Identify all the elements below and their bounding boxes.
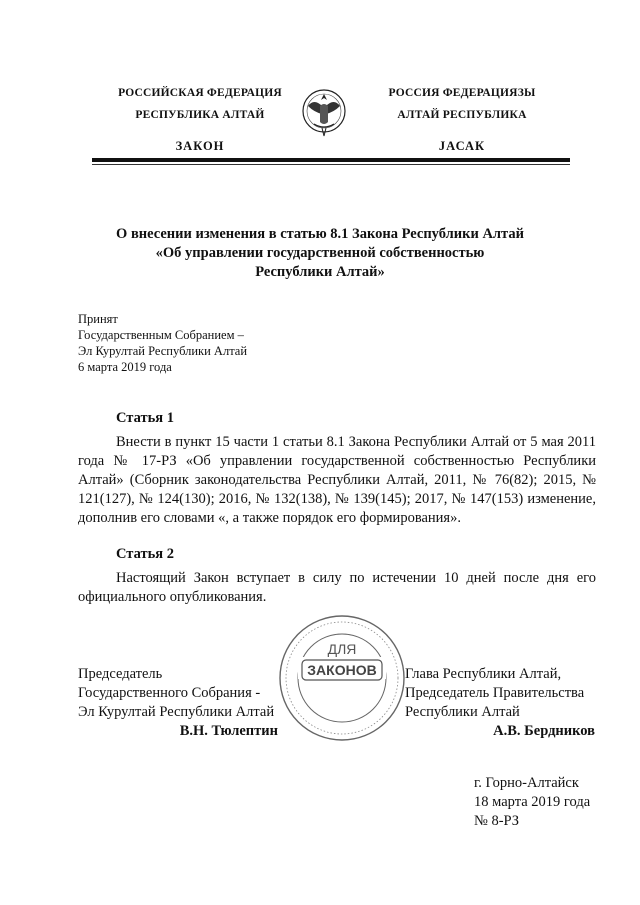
signature-right-title: Глава Республики Алтай, — [405, 666, 562, 682]
law-title-line: Республики Алтай» — [255, 264, 385, 280]
place-date-number — [474, 774, 590, 831]
adoption-date: 6 марта 2019 года — [78, 360, 172, 374]
adoption-info — [78, 311, 247, 375]
law-title-line: «Об управлении государственной собственностью — [155, 245, 485, 261]
stamp-seal — [276, 612, 408, 744]
article-2-text: Настоящий Закон вступает в силу по истечении 10 дней после дня его официального опубликования. — [78, 570, 596, 605]
header-right-republic: АЛТАЙ РЕСПУБЛИКА — [397, 109, 527, 121]
law-number: № 8-РЗ — [474, 813, 520, 829]
signature-right-name: А.В. Бердников — [493, 723, 595, 739]
adoption-line: Принят — [78, 312, 118, 326]
header-left-block — [110, 88, 290, 153]
header-right-block — [362, 88, 562, 153]
signature-left-title: Председатель — [78, 666, 163, 682]
coat-of-arms-icon — [300, 84, 348, 140]
law-title — [80, 225, 560, 282]
signature-right-title: Председатель Правительства — [405, 685, 585, 701]
header-left-republic: РЕСПУБЛИКА АЛТАЙ — [135, 109, 265, 121]
article-2-heading: Статья 2 — [116, 546, 174, 562]
header-divider-thin — [92, 164, 570, 165]
adoption-line: Эл Курултай Республики Алтай — [78, 344, 248, 358]
place-city: г. Горно-Алтайск — [474, 775, 579, 791]
law-title-line: О внесении изменения в статью 8.1 Закона Республики Алтай — [116, 226, 524, 242]
place-date: 18 марта 2019 года — [474, 794, 591, 810]
article-1-text: Внести в пункт 15 части 1 статьи 8.1 Закона Республики Алтай от 5 мая 2011 года № 17-РЗ «Об управлении государственной собственностью Республики Алтай» (Сборник законодательства Республики Алтай, 2011, № 76(82); 2015, № 121(127), № 124(130); 2016, № 132(138), № 139(145); 2017, № 147(153) изменение, дополнив его словами «, а также порядок его формирования». — [78, 434, 596, 526]
signature-left — [78, 665, 278, 741]
article-1-heading: Статья 1 — [116, 410, 174, 426]
header-left-country: РОССИЙСКАЯ ФЕДЕРАЦИЯ — [118, 87, 282, 99]
signature-right — [405, 665, 595, 741]
header-left-doc-type: ЗАКОН — [175, 139, 225, 153]
header-right-doc-type: JАСАК — [438, 139, 486, 153]
header-right-country: РОССИЯ ФЕДЕРАЦИЯЗЫ — [388, 87, 536, 99]
signature-left-title: Эл Курултай Республики Алтай — [78, 704, 275, 720]
header-divider-thick — [92, 158, 570, 162]
signature-left-name: В.Н. Тюлептин — [179, 723, 278, 739]
stamp-text-top: ДЛЯ — [327, 641, 357, 657]
signature-right-title: Республики Алтай — [405, 704, 520, 720]
signature-left-title: Государственного Собрания - — [78, 685, 261, 701]
adoption-line: Государственным Собранием – — [78, 328, 244, 342]
stamp-text-main: ЗАКОНОВ — [307, 662, 377, 678]
